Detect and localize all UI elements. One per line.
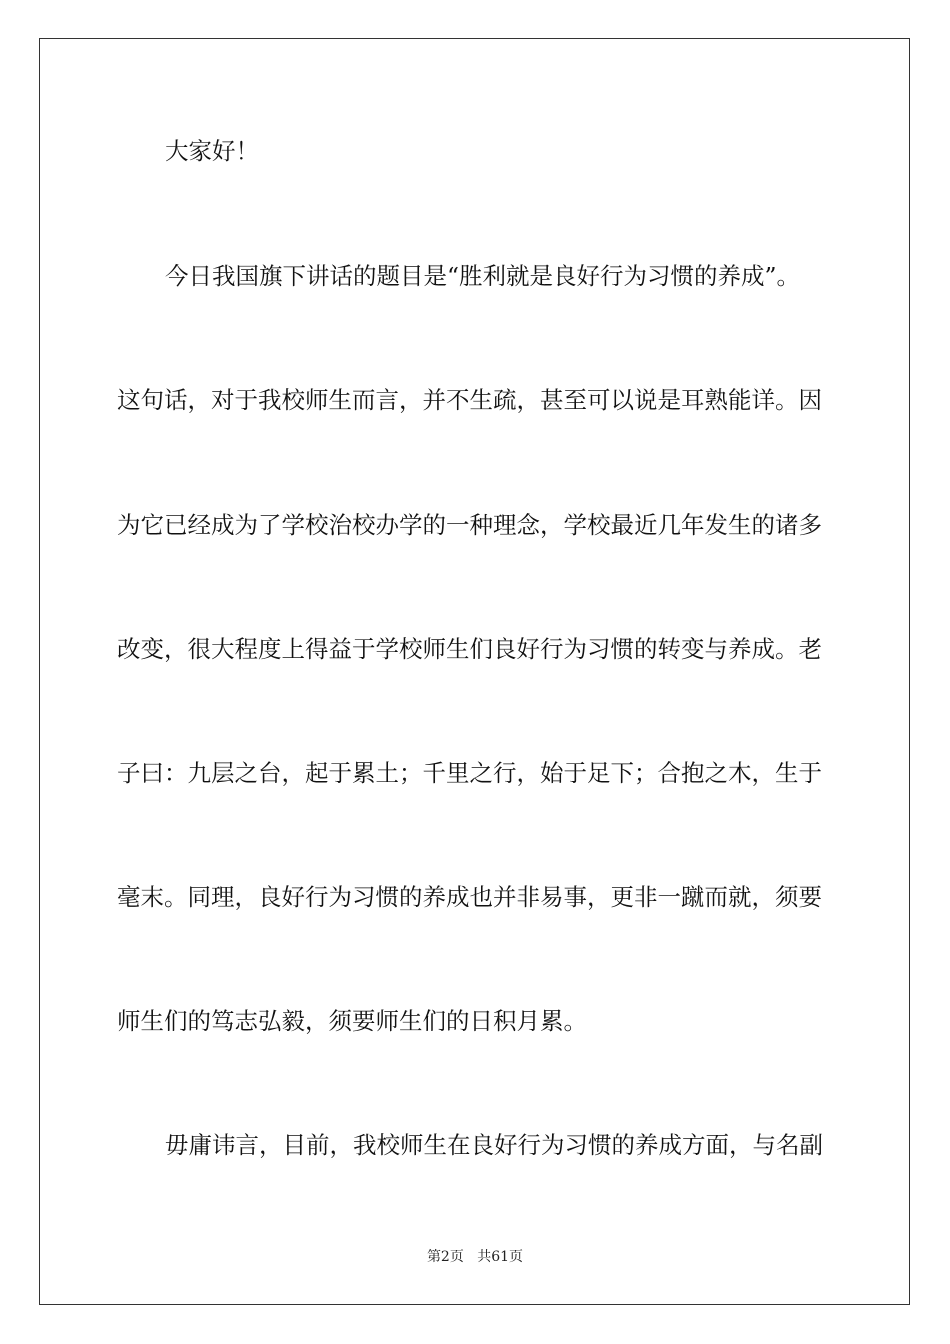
text-line: 毋庸讳言，目前，我校师生在良好行为习惯的养成方面，与名副 — [165, 1131, 823, 1159]
text-line: 为它已经成为了学校治校办学的一种理念，学校最近几年发生的诸多 — [117, 511, 822, 539]
total-pages: 共61页 — [477, 1249, 524, 1265]
text-line: 这句话，对于我校师生而言，并不生疏，甚至可以说是耳熟能详。因 — [117, 386, 822, 414]
page-border — [39, 38, 910, 1305]
text-line-greeting: 大家好！ — [165, 137, 259, 165]
text-line: 师生们的笃志弘毅，须要师生们的日积月累。 — [117, 1007, 587, 1035]
page-number: 第2页 — [426, 1249, 464, 1265]
text-line-topic: 今日我国旗下讲话的题目是“胜利就是良好行为习惯的养成”。 — [165, 262, 801, 290]
text-line: 子曰：九层之台，起于累土；千里之行，始于足下；合抱之木，生于 — [117, 759, 822, 787]
text-line: 改变，很大程度上得益于学校师生们良好行为习惯的转变与养成。老 — [117, 635, 822, 663]
text-line: 毫末。同理，良好行为习惯的养成也并非易事，更非一蹴而就，须要 — [117, 883, 822, 911]
page-footer — [0, 1248, 950, 1266]
